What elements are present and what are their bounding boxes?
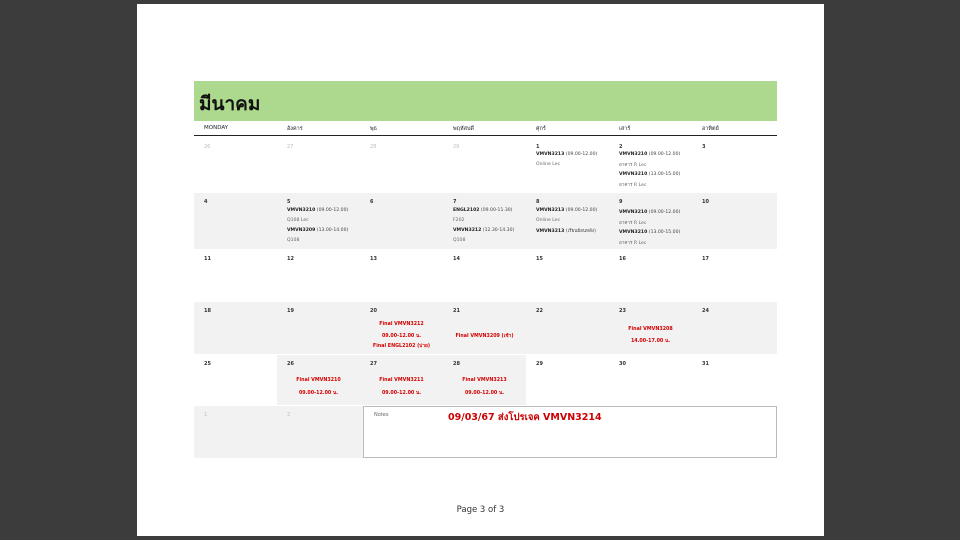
final-exam-time: 14.00-17.00 น. xyxy=(630,339,671,344)
notes-label: Notes xyxy=(374,412,389,418)
day-number: 16 xyxy=(619,256,626,262)
weekday-monday: MONDAY xyxy=(204,125,229,131)
day-number: 1 xyxy=(536,144,540,150)
weekday-tuesday: อังคาร xyxy=(287,126,303,132)
notes-text: 09/03/67 ส่งโปรเจค VMVN3214 xyxy=(448,412,602,423)
day-cell xyxy=(277,193,360,249)
final-exam-label: Final VMVN3212 xyxy=(379,322,424,327)
day-number: 17 xyxy=(702,256,709,262)
event-code: VMVN3210 xyxy=(619,230,648,235)
day-cell xyxy=(277,302,360,354)
event-location: อาคาร R Lec xyxy=(619,221,647,226)
day-cell xyxy=(194,406,277,458)
final-exam-label: Final VMVN3208 xyxy=(628,327,673,332)
day-number: 1 xyxy=(204,412,208,418)
event-item xyxy=(619,230,680,235)
event-code: VMVN3213 xyxy=(536,208,565,213)
event-code: VMVN3210 xyxy=(619,210,648,215)
day-cell xyxy=(360,250,443,301)
day-cell xyxy=(194,138,277,192)
day-number: 26 xyxy=(287,361,294,367)
final-exam-label: Final VMVN3211 xyxy=(379,378,424,383)
notes-box[interactable] xyxy=(363,406,777,458)
week-row xyxy=(194,302,777,354)
document-page xyxy=(137,4,824,536)
page-number: Page 3 of 3 xyxy=(456,505,505,515)
event-code: VMVN3209 xyxy=(287,228,316,233)
day-number: 6 xyxy=(370,199,374,205)
day-number: 28 xyxy=(370,144,377,150)
day-number: 21 xyxy=(453,308,460,314)
day-number: 29 xyxy=(536,361,543,367)
month-banner xyxy=(194,81,777,121)
event-time: (09.00-12.00) xyxy=(647,152,681,157)
day-number: 28 xyxy=(453,361,460,367)
event-code: VMVN3213 xyxy=(536,152,565,157)
day-number: 5 xyxy=(287,199,291,205)
day-number: 31 xyxy=(702,361,709,367)
event-code: VMVN3213 xyxy=(536,229,565,234)
event-code: VMVN3210 xyxy=(287,208,316,213)
event-location: Q108 xyxy=(287,238,300,243)
day-cell xyxy=(609,355,692,405)
day-cell xyxy=(277,138,360,192)
day-cell xyxy=(526,250,609,301)
day-cell xyxy=(443,138,526,192)
event-time: (09.00-12.00) xyxy=(564,152,598,157)
event-item xyxy=(453,208,512,213)
day-cell xyxy=(692,302,775,354)
final-exam-label: Final VMVN3209 (เช้า) xyxy=(455,334,514,339)
day-cell xyxy=(443,193,526,249)
weekday-thursday: พฤหัสบดี xyxy=(453,126,475,132)
event-code: VMVN3210 xyxy=(619,152,648,157)
day-number: 18 xyxy=(204,308,211,314)
event-location: F202 xyxy=(453,218,465,223)
day-cell xyxy=(526,355,609,405)
day-number: 10 xyxy=(702,199,709,205)
day-cell xyxy=(443,355,526,405)
day-cell xyxy=(609,250,692,301)
day-cell xyxy=(194,355,277,405)
event-time: (09.00-12.00) xyxy=(564,208,598,213)
day-number: 9 xyxy=(619,199,623,205)
month-title: มีนาคม xyxy=(199,93,261,115)
day-number: 13 xyxy=(370,256,377,262)
weekday-wednesday: พุธ xyxy=(370,126,377,132)
day-number: 7 xyxy=(453,199,457,205)
event-item xyxy=(453,228,514,233)
weekday-header xyxy=(194,122,777,136)
weekday-friday: ศุกร์ xyxy=(536,126,546,132)
day-cell xyxy=(194,302,277,354)
day-cell xyxy=(609,302,692,354)
day-cell xyxy=(194,250,277,301)
weekday-saturday: เสาร์ xyxy=(619,126,631,132)
event-time: (13.00-15.00) xyxy=(647,172,681,177)
final-exam-label: Final ENGL2102 (บ่าย) xyxy=(372,344,431,349)
day-number: 11 xyxy=(204,256,211,262)
event-time: (09.00-12.00) xyxy=(315,208,349,213)
event-time: (09.00-11.30) xyxy=(479,208,513,213)
day-cell xyxy=(360,355,443,405)
event-time: (13.00-14.00) xyxy=(315,228,349,233)
day-number: 26 xyxy=(204,144,211,150)
day-cell xyxy=(526,138,609,192)
day-number: 8 xyxy=(536,199,540,205)
day-number: 20 xyxy=(370,308,377,314)
event-item xyxy=(536,228,596,235)
day-cell xyxy=(692,138,775,192)
event-code: ENGL2102 xyxy=(453,208,480,213)
event-item xyxy=(287,228,348,233)
event-location: อาคาร R Lec xyxy=(619,241,647,246)
final-exam-time: 09.00-12.00 น. xyxy=(464,391,505,396)
week-row xyxy=(194,138,777,192)
event-time: (13.00-15.00) xyxy=(647,230,681,235)
event-item xyxy=(619,210,680,215)
day-cell xyxy=(692,193,775,249)
day-number: 25 xyxy=(204,361,211,367)
final-exam-time: 09.00-12.00 น. xyxy=(381,391,422,396)
week-row xyxy=(194,355,777,405)
day-cell xyxy=(360,193,443,249)
day-cell xyxy=(277,355,360,405)
day-cell xyxy=(443,250,526,301)
event-location: อาคาร R Lec xyxy=(619,163,647,168)
event-location: Online Lec xyxy=(536,218,561,223)
day-cell xyxy=(443,302,526,354)
final-exam-label: Final VMVN3213 xyxy=(462,378,507,383)
event-time: (09.00-12.00) xyxy=(647,210,681,215)
day-number: 30 xyxy=(619,361,626,367)
day-number: 3 xyxy=(702,144,706,150)
day-number: 27 xyxy=(287,144,294,150)
final-exam-label: Final VMVN3210 xyxy=(296,378,341,383)
day-cell xyxy=(194,193,277,249)
day-cell xyxy=(277,250,360,301)
event-code: VMVN3212 xyxy=(453,228,482,233)
day-cell xyxy=(360,302,443,354)
event-item xyxy=(536,152,597,157)
event-time: (12.30-14.30) xyxy=(481,228,515,233)
day-number: 19 xyxy=(287,308,294,314)
event-location: อาคาร R Lec xyxy=(619,183,647,188)
day-number: 2 xyxy=(619,144,623,150)
event-item xyxy=(536,208,597,213)
event-time: (เรียนย้อนหลัง) xyxy=(564,229,596,234)
weekday-sunday: อาทิตย์ xyxy=(702,126,719,132)
day-number: 23 xyxy=(619,308,626,314)
event-item xyxy=(619,172,680,177)
event-location: Q108 Lec xyxy=(287,218,309,223)
day-cell xyxy=(277,406,360,458)
day-number: 2 xyxy=(287,412,291,418)
day-cell xyxy=(609,193,692,249)
week-row xyxy=(194,250,777,301)
day-number: 4 xyxy=(204,199,208,205)
final-exam-time: 09.00-12.00 น. xyxy=(298,391,339,396)
day-number: 27 xyxy=(370,361,377,367)
day-cell xyxy=(692,355,775,405)
day-cell xyxy=(609,138,692,192)
day-number: 12 xyxy=(287,256,294,262)
day-cell xyxy=(526,193,609,249)
week-row xyxy=(194,193,777,249)
day-number: 22 xyxy=(536,308,543,314)
event-code: VMVN3210 xyxy=(619,172,648,177)
event-item xyxy=(287,208,348,213)
day-cell xyxy=(360,138,443,192)
event-location: Q108 xyxy=(453,238,466,243)
day-number: 24 xyxy=(702,308,709,314)
day-number: 29 xyxy=(453,144,460,150)
final-exam-time: 09.00-12.00 น. xyxy=(381,334,422,339)
day-cell xyxy=(692,250,775,301)
event-location: Online Lec xyxy=(536,162,561,167)
event-item xyxy=(619,152,680,157)
day-number: 15 xyxy=(536,256,543,262)
day-number: 14 xyxy=(453,256,460,262)
day-cell xyxy=(526,302,609,354)
